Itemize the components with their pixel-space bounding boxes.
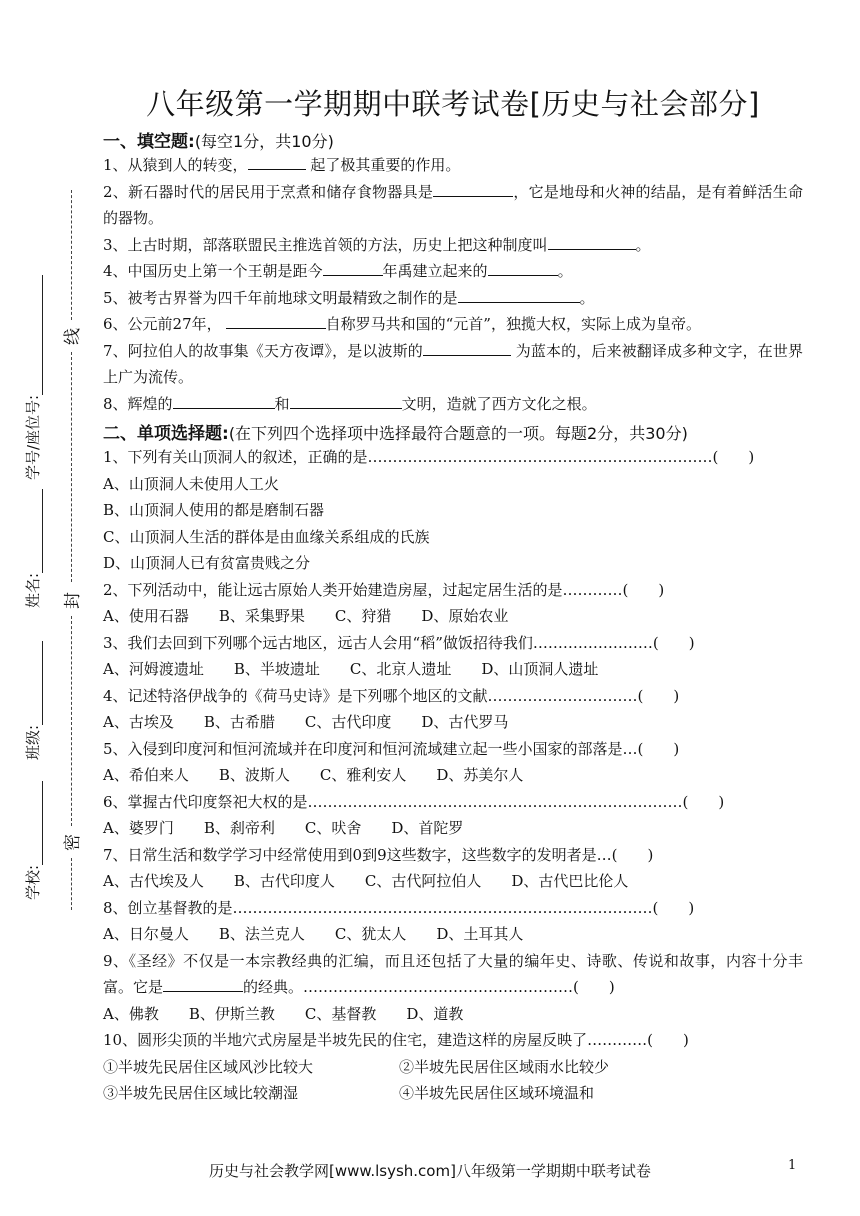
fill-q1 [103, 152, 803, 179]
fill-q5-blank[interactable] [458, 286, 580, 303]
fill-q1-text-a: 1、从猿到人的转变， [103, 156, 248, 174]
fill-q8-text-a: 8、辉煌的 [103, 394, 173, 413]
fill-q4-text-b: 年禹建立起来的 [382, 262, 488, 280]
class-field[interactable] [22, 641, 43, 760]
fill-q6 [103, 311, 803, 338]
fill-q8-blank-2[interactable] [290, 392, 402, 409]
fill-q2-blank[interactable] [433, 180, 513, 197]
fill-q3-blank[interactable] [548, 233, 636, 250]
mc-q10-stem: 10、圆形尖顶的半地穴式房屋是半坡先民的住宅，建造这样的房屋反映了…………( ) [103, 1031, 689, 1049]
mc-q10-option-4[interactable]: ④半坡先民居住区域环境温和 [399, 1084, 595, 1102]
section1-heading [103, 127, 803, 152]
mc-q9-blank[interactable] [163, 975, 243, 992]
seal-line-top [71, 190, 72, 320]
fill-q6-text-a: 6、公元前27年， [103, 315, 222, 333]
id-label: 学号/座位号: [24, 394, 42, 480]
school-field[interactable] [22, 781, 43, 900]
fill-q2-text-a: 2、新石器时代的居民用于烹煮和储存食物器具是 [103, 182, 434, 201]
mc-q9-options[interactable]: A、佛教 B、伊斯兰教 C、基督教 D、道教 [103, 1004, 464, 1023]
mc-q1-option-b[interactable]: B、山顶洞人使用的都是磨制石器 [103, 501, 325, 519]
mc-q8-options[interactable]: A、日尔曼人 B、法兰克人 C、犹太人 D、土耳其人 [103, 925, 524, 943]
fill-q8-blank-1[interactable] [173, 392, 275, 409]
mc-q8-stem: 8、创立基督教的是…………………………………………………………………………( ) [103, 898, 695, 917]
mc-q6-stem: 6、掌握古代印度祭祀大权的是…………………………………………………………………( ) [103, 792, 725, 811]
mc-q9-stem-b: 的经典。………………………………………………( ) [243, 978, 615, 996]
fill-q5 [103, 285, 803, 312]
fill-q4-text-a: 4、中国历史上第一个王朝是距今 [103, 262, 323, 280]
seal-mark-mi: 密 [63, 834, 83, 851]
exam-title: 八年级第一学期期中联考试卷[历史与社会部分] [146, 87, 760, 121]
mc-q3-stem: 3、我们去回到下列哪个远古地区，远古人会用“稻”做饭招待我们……………………( ) [103, 633, 695, 652]
class-label: 班级: [24, 724, 42, 760]
seal-line-mid-lower [71, 616, 72, 826]
fill-q2-text-b: ，它是地母和火神的结晶，是有着鲜活生命的器物。 [103, 182, 803, 227]
seal-mark-feng: 封 [63, 592, 83, 609]
section2-heading [103, 419, 803, 444]
fill-q3 [103, 232, 803, 259]
mc-q10-options-row1 [103, 1054, 803, 1081]
fill-q8 [103, 391, 803, 418]
fill-q7-text-a: 7、阿拉伯人的故事集《天方夜谭》，是以波斯的 [103, 341, 423, 360]
fill-q7 [103, 338, 803, 391]
mc-q10-option-1[interactable]: ①半坡先民居住区域风沙比较大 [103, 1057, 314, 1076]
section2-note: (在下列四个选择项中选择最符合题意的一项。每题2分，共30分) [228, 424, 688, 443]
fill-q3-text-b: 。 [635, 235, 651, 254]
fill-q7-text-b: 为蓝本的，后来被翻译成多种文字，在世界上广为流传。 [103, 341, 803, 386]
mc-q1-option-d[interactable]: D、山顶洞人已有贫富贵贱之分 [103, 554, 311, 572]
name-field[interactable] [22, 489, 43, 608]
fill-q5-text-b: 。 [579, 288, 595, 307]
mc-q1-stem: 1、下列有关山顶洞人的叙述，正确的是……………………………………………………………( ) [103, 448, 755, 466]
mc-q7-options[interactable]: A、古代埃及人 B、古代印度人 C、古代阿拉伯人 D、古代巴比伦人 [103, 872, 629, 890]
mc-q4-options[interactable]: A、古埃及 B、古希腊 C、古代印度 D、古代罗马 [103, 713, 509, 731]
school-label: 学校: [24, 864, 42, 900]
fill-q1-blank[interactable] [248, 153, 306, 170]
mc-q6-options[interactable]: A、婆罗门 B、刹帝利 C、吠舍 D、首陀罗 [103, 819, 464, 837]
seal-line-bottom [71, 858, 72, 910]
mc-q9-stem [103, 948, 803, 1001]
page-number: 1 [788, 1158, 797, 1173]
seal-line-mid-upper [71, 352, 72, 582]
name-label: 姓名: [24, 572, 42, 608]
mc-q1-option-a[interactable]: A、山顶洞人未使用人工火 [103, 474, 279, 493]
fill-q6-text-b: 自称罗马共和国的“元首”，独揽大权，实际上成为皇帝。 [325, 315, 701, 333]
fill-q4-blank-2[interactable] [488, 259, 558, 276]
exam-body [103, 82, 803, 1107]
fill-q8-text-b: 和 [274, 394, 290, 413]
mc-q9-stem-a: 9、《圣经》不仅是一本宗教经典的汇编，而且还包括了大量的编年史、诗歌、传说和故事，内容十分丰富。它是 [103, 951, 803, 996]
class-underline [28, 641, 43, 725]
fill-q4-blank-1[interactable] [323, 259, 383, 276]
page-footer: 历史与社会教学网[www.lsysh.com]八年级第一学期期中联考试卷 [209, 1162, 651, 1180]
section1-title: 一、填空题: [103, 132, 195, 152]
fill-q4-text-c: 。 [557, 262, 573, 280]
id-field[interactable] [22, 275, 43, 480]
mc-q2-stem: 2、下列活动中，能让远古原始人类开始建造房屋，过起定居生活的是…………( ) [103, 580, 665, 599]
mc-q5-stem: 5、入侵到印度河和恒河流域并在印度河和恒河流域建立起一些小国家的部落是…( ) [103, 739, 680, 758]
mc-q10-option-2[interactable]: ②半坡先民居住区域雨水比较少 [399, 1057, 610, 1076]
section1-note: (每空1分，共10分) [194, 132, 334, 151]
mc-q10-option-3[interactable]: ③半坡先民居住区域比较潮湿 [103, 1084, 299, 1102]
mc-q7-stem: 7、日常生活和数学学习中经常使用到0到9这些数字，这些数字的发明者是…( ) [103, 845, 654, 864]
fill-q5-text-a: 5、被考古界誉为四千年前地球文明最精致之制作的是 [103, 288, 458, 307]
mc-q10-options-row2 [103, 1080, 803, 1107]
mc-q1-option-c[interactable]: C、山顶洞人生活的群体是由血缘关系组成的氏族 [103, 527, 430, 546]
binding-margin [0, 0, 96, 1216]
fill-q3-text-a: 3、上古时期，部落联盟民主推选首领的方法，历史上把这种制度叫 [103, 235, 548, 254]
mc-q4-stem: 4、记述特洛伊战争的《荷马史诗》是下列哪个地区的文献…………………………( ) [103, 686, 680, 705]
mc-q3-options[interactable]: A、河姆渡遗址 B、半坡遗址 C、北京人遗址 D、山顶洞人遗址 [103, 660, 599, 678]
id-underline [28, 275, 43, 395]
mc-q5-options[interactable]: A、希伯来人 B、波斯人 C、雅利安人 D、苏美尔人 [103, 766, 524, 784]
mc-q2-options[interactable]: A、使用石器 B、采集野果 C、狩猎 D、原始农业 [103, 607, 509, 625]
fill-q7-blank[interactable] [423, 339, 511, 356]
fill-q4 [103, 258, 803, 285]
school-underline [28, 781, 43, 865]
section2-title: 二、单项选择题: [103, 424, 229, 444]
name-underline [28, 489, 43, 573]
fill-q1-text-b: 起了极其重要的作用。 [305, 156, 461, 174]
fill-q8-text-c: 文明，造就了西方文化之根。 [401, 394, 597, 413]
fill-q2 [103, 179, 803, 232]
seal-mark-xian: 线 [63, 328, 83, 345]
fill-q6-blank[interactable] [226, 312, 326, 329]
